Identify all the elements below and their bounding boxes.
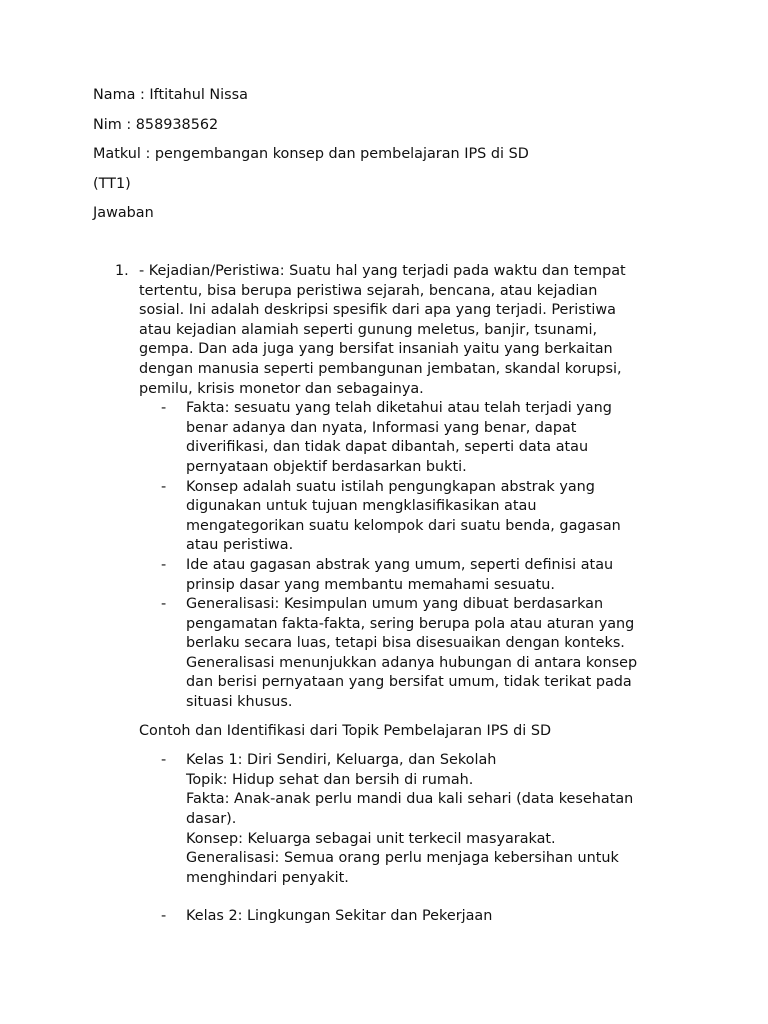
dash-bullet: - [161, 400, 167, 417]
definition-konsep [139, 478, 693, 556]
definition-line: pengamatan fakta-fakta, sering berupa pola atau aturan yang [186, 615, 635, 632]
intro-line: pemilu, krisis monetor dan sebagainya. [139, 380, 424, 397]
answer-list [93, 262, 693, 927]
answer-heading: Jawaban [93, 205, 154, 221]
definition-line: Ide atau gagasan abstrak yang umum, seperti definisi atau [186, 556, 614, 573]
definition-line: Fakta: sesuatu yang telah diketahui atau telah terjadi yang [186, 400, 612, 417]
intro-paragraph [139, 262, 693, 399]
intro-line: sosial. Ini adalah deskripsi spesifik dari apa yang terjadi. Peristiwa [139, 302, 616, 319]
dash-bullet: - [161, 596, 167, 613]
definition-line: prinsip dasar yang membantu memahami sesuatu. [186, 576, 555, 593]
intro-line: - Kejadian/Peristiwa: Suatu hal yang terjadi pada waktu dan tempat [139, 263, 626, 279]
definition-list [139, 399, 693, 713]
dash-bullet: - [161, 556, 167, 573]
definition-generalisasi [139, 595, 693, 713]
definition-line: Konsep adalah suatu istilah pengungkapan abstrak yang [186, 478, 595, 495]
definition-line: berlaku secara luas, tetapi bisa disesuaikan dengan konteks. [186, 635, 625, 652]
examples-heading: Contoh dan Identifikasi dari Topik Pembelajaran IPS di SD [139, 722, 552, 739]
definition-line: benar adanya dan nyata, Informasi yang benar, dapat [186, 419, 577, 436]
definition-line: Generalisasi menunjukkan adanya hubungan di antara konsep [186, 654, 638, 671]
course-name: Matkul : pengembangan konsep dan pembelajaran IPS di SD [93, 146, 529, 162]
assignment-code: (TT1) [93, 176, 131, 192]
student-name: Nama : Iftitahul Nissa [93, 87, 248, 103]
answer-item-1 [93, 262, 693, 927]
example-line: menghindari penyakit. [186, 869, 349, 886]
example-line: Kelas 1: Diri Sendiri, Keluarga, dan Sekolah [186, 752, 497, 769]
definition-line: digunakan untuk tujuan mengklasifikasikan atau [186, 498, 537, 515]
example-line: dasar). [186, 811, 237, 828]
grade-examples-list [139, 751, 693, 927]
intro-line: gempa. Dan ada juga yang bersifat insaniah yaitu yang berkaitan [139, 341, 613, 358]
example-line: Topik: Hidup sehat dan bersih di rumah. [186, 771, 474, 788]
student-nim: Nim : 858938562 [93, 117, 219, 133]
dash-bullet: - [161, 752, 167, 769]
dash-bullet: - [161, 478, 167, 495]
definition-line: mengategorikan suatu kelompok dari suatu benda, gagasan [186, 517, 621, 534]
definition-line: situasi khusus. [186, 694, 293, 711]
definition-line: Generalisasi: Kesimpulan umum yang dibuat berdasarkan [186, 596, 604, 613]
grade-example-kelas-1 [139, 751, 693, 888]
example-line: Generalisasi: Semua orang perlu menjaga kebersihan untuk [186, 850, 619, 867]
definition-fakta [139, 399, 693, 477]
intro-line: dengan manusia seperti pembangunan jembatan, skandal korupsi, [139, 360, 622, 377]
intro-line: tertentu, bisa berupa peristiwa sejarah, bencana, atau kejadian [139, 282, 598, 299]
example-line: Fakta: Anak-anak perlu mandi dua kali sehari (data kesehatan [186, 791, 634, 808]
intro-line: atau kejadian alamiah seperti gunung meletus, banjir, tsunami, [139, 321, 598, 338]
definition-line: atau peristiwa. [186, 537, 294, 554]
definition-line: diverifikasi, dan tidak dapat dibantah, seperti data atau [186, 439, 589, 456]
item-number: 1. [115, 263, 129, 279]
grade-example-kelas-2 [139, 907, 693, 927]
definition-line: dan berisi pernyataan yang bersifat umum, tidak terikat pada [186, 674, 632, 691]
example-line: Konsep: Keluarga sebagai unit terkecil masyarakat. [186, 830, 556, 847]
definition-ide [139, 556, 693, 595]
definition-line: pernyataan objektif berdasarkan bukti. [186, 458, 467, 475]
example-line: Kelas 2: Lingkungan Sekitar dan Pekerjaan [186, 908, 493, 925]
dash-bullet: - [161, 908, 167, 925]
